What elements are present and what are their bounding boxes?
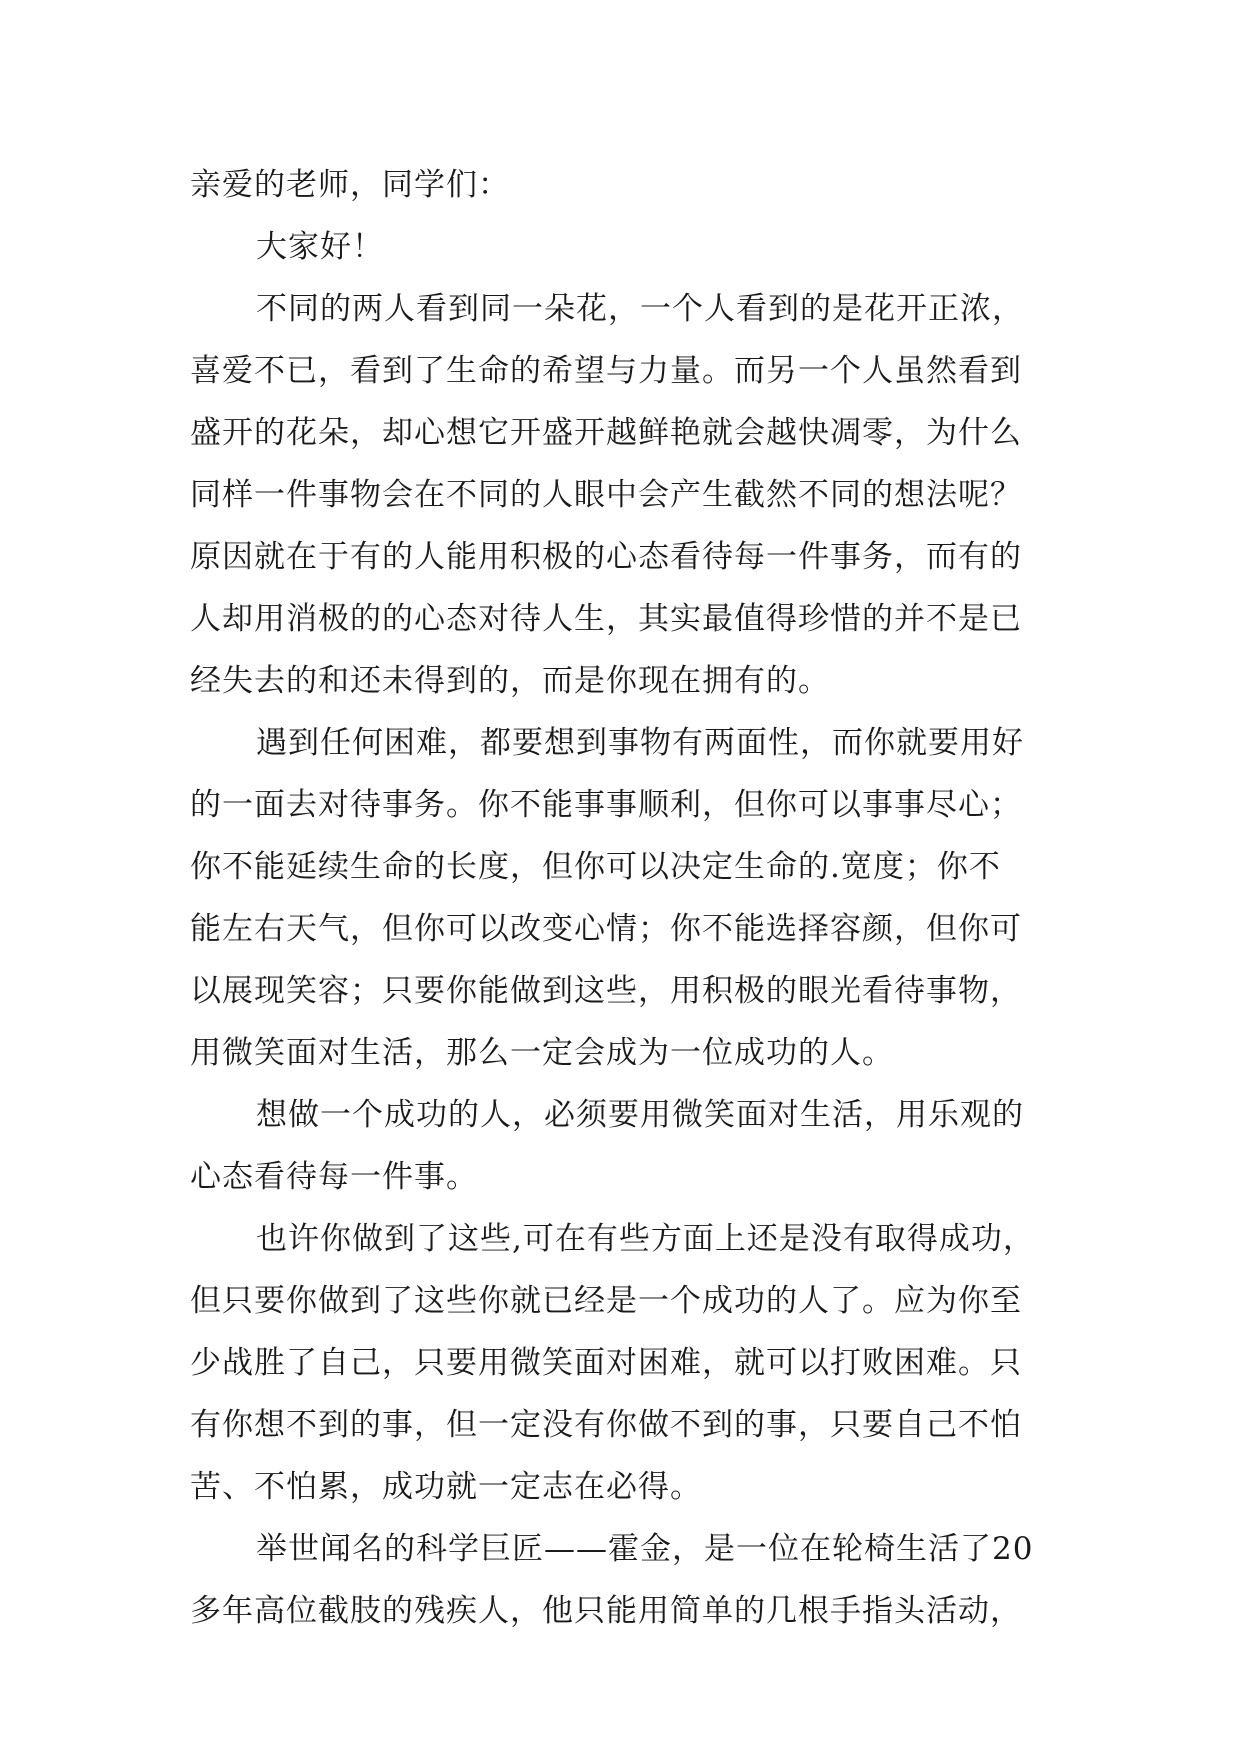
greeting-line: 大家好！: [256, 229, 384, 265]
paragraph-line: 苦、不怕累，成功就一定志在必得。: [190, 1469, 702, 1505]
paragraph-line: 同样一件事物会在不同的人眼中会产生截然不同的想法呢？: [190, 477, 1022, 513]
paragraph-line: 喜爱不已，看到了生命的希望与力量。而另一个人虽然看到: [190, 353, 1022, 389]
speech-text: [190, 154, 1070, 1642]
paragraph-line: 盛开的花朵，却心想它开盛开越鲜艳就会越快凋零，为什么: [190, 415, 1022, 451]
salutation-line: 亲爱的老师，同学们：: [190, 167, 510, 203]
paragraph-line: 人却用消极的的心态对待人生，其实最值得珍惜的并不是已: [190, 601, 1022, 637]
paragraph-line: 举世闻名的科学巨匠——霍金，是一位在轮椅生活了20: [256, 1531, 1034, 1567]
paragraph-line: 以展现笑容；只要你能做到这些，用积极的眼光看待事物，: [190, 973, 1022, 1009]
paragraph-line: 有你想不到的事，但一定没有你做不到的事，只要自己不怕: [190, 1407, 1022, 1443]
paragraph-line: 的一面去对待事务。你不能事事顺利，但你可以事事尽心；: [190, 787, 1022, 823]
paragraph-line: 经失去的和还未得到的，而是你现在拥有的。: [190, 663, 830, 699]
paragraph-line: 原因就在于有的人能用积极的心态看待每一件事务，而有的: [190, 539, 1022, 575]
paragraph-line: 能左右天气，但你可以改变心情；你不能选择容颜，但你可: [190, 911, 1022, 947]
paragraph-line: 多年高位截肢的残疾人，他只能用简单的几根手指头活动，: [190, 1593, 1022, 1629]
paragraph-line: 想做一个成功的人，必须要用微笑面对生活，用乐观的: [256, 1097, 1024, 1133]
paragraph-line: 你不能延续生命的长度，但你可以决定生命的.宽度；你不: [190, 849, 1001, 885]
paragraph-line: 但只要你做到了这些你就已经是一个成功的人了。应为你至: [190, 1283, 1022, 1319]
paragraph-line: 也许你做到了这些,可在有些方面上还是没有取得成功，: [256, 1221, 1035, 1257]
paragraph-line: 少战胜了自己，只要用微笑面对困难，就可以打败困难。只: [190, 1345, 1022, 1381]
paragraph-line: 心态看待每一件事。: [190, 1159, 478, 1195]
paragraph-line: 不同的两人看到同一朵花，一个人看到的是花开正浓，: [256, 291, 1024, 327]
paragraph-line: 用微笑面对生活，那么一定会成为一位成功的人。: [190, 1035, 894, 1071]
paragraph-line: 遇到任何困难，都要想到事物有两面性，而你就要用好: [256, 725, 1024, 761]
